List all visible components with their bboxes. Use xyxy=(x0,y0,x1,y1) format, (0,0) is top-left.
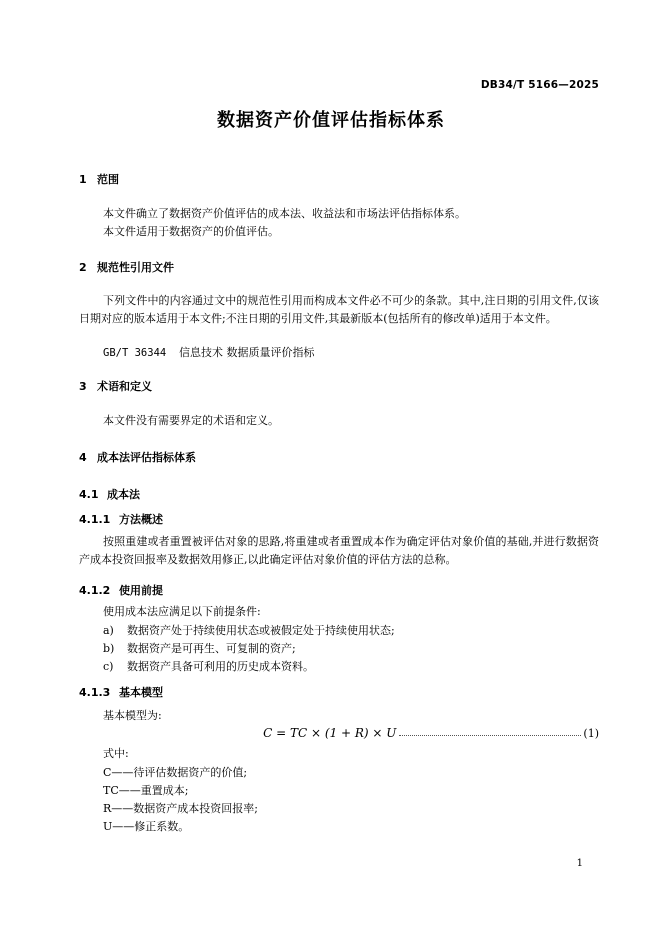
section-4-1-heading xyxy=(79,486,140,502)
section-1-heading xyxy=(79,171,119,187)
section-4-1-1-paragraph: 按照重建或者重置被评估对象的思路,将重建或者重置成本作为确定评估对象价值的基础,并进行数据资产成本投资回报率及数据效用修正,以此确定评估对象价值的评估方法的总称。 xyxy=(79,535,599,566)
section-title: 规范性引用文件 xyxy=(97,261,174,274)
section-title: 方法概述 xyxy=(119,513,163,526)
variable-definition: C——待评估数据资产的价值; xyxy=(103,766,248,779)
document-number: DB34/T 5166—2025 xyxy=(480,79,599,91)
formula-1 xyxy=(263,726,599,740)
section-number: 4.1.3 xyxy=(79,686,111,699)
section-4-heading xyxy=(79,449,196,465)
formula-expression: C = TC × (1 + R) × U xyxy=(263,726,397,740)
variable-definition: R——数据资产成本投资回报率; xyxy=(103,802,258,815)
list-item: c) 数据资产具备可利用的历史成本资料。 xyxy=(103,660,314,673)
section-4-1-2-heading xyxy=(79,582,163,598)
page-number: 1 xyxy=(576,858,583,869)
formula-number: (1) xyxy=(583,726,599,740)
section-title: 范围 xyxy=(97,173,119,186)
section-title: 基本模型 xyxy=(119,686,163,699)
section-2-paragraph-1: 下列文件中的内容通过文中的规范性引用而构成本文件必不可少的条款。其中,注日期的引用文件,仅该日期对应的版本适用于本文件;不注日期的引用文件,其最新版本(包括所有的修改单)适用于本文件。 xyxy=(79,294,599,325)
section-4-1-2-intro: 使用成本法应满足以下前提条件: xyxy=(103,605,261,618)
section-1-paragraph-2: 本文件适用于数据资产的价值评估。 xyxy=(103,225,279,238)
list-item: b) 数据资产是可再生、可复制的资产; xyxy=(103,642,296,655)
section-4-1-3-heading xyxy=(79,684,163,700)
section-3-paragraph-1: 本文件没有需要界定的术语和定义。 xyxy=(103,414,279,427)
variable-definition: TC——重置成本; xyxy=(103,784,189,797)
section-number: 4.1.2 xyxy=(79,584,111,597)
section-title: 使用前提 xyxy=(119,584,163,597)
section-number: 4 xyxy=(79,451,87,464)
section-2-heading xyxy=(79,259,174,275)
where-label: 式中: xyxy=(103,747,129,760)
document-title: 数据资产价值评估指标体系 xyxy=(217,110,445,131)
section-1-paragraph-1: 本文件确立了数据资产价值评估的成本法、收益法和市场法评估指标体系。 xyxy=(103,207,466,220)
section-number: 1 xyxy=(79,173,87,186)
list-item: a) 数据资产处于持续使用状态或被假定处于持续使用状态; xyxy=(103,624,395,637)
reference-title: 信息技术 数据质量评价指标 xyxy=(178,346,315,359)
variable-definition: U——修正系数。 xyxy=(103,820,190,833)
section-number: 4.1 xyxy=(79,488,99,501)
reference-code: GB/T 36344 xyxy=(103,347,167,359)
section-title: 成本法 xyxy=(107,488,140,501)
section-number: 2 xyxy=(79,261,87,274)
section-4-1-3-intro: 基本模型为: xyxy=(103,709,162,722)
section-title: 术语和定义 xyxy=(97,380,152,393)
section-3-heading xyxy=(79,378,152,394)
section-title: 成本法评估指标体系 xyxy=(97,451,196,464)
section-number: 4.1.1 xyxy=(79,513,111,526)
section-4-1-1-heading xyxy=(79,511,163,527)
normative-reference xyxy=(103,344,314,363)
section-number: 3 xyxy=(79,380,87,393)
formula-leader-dots xyxy=(399,735,581,736)
